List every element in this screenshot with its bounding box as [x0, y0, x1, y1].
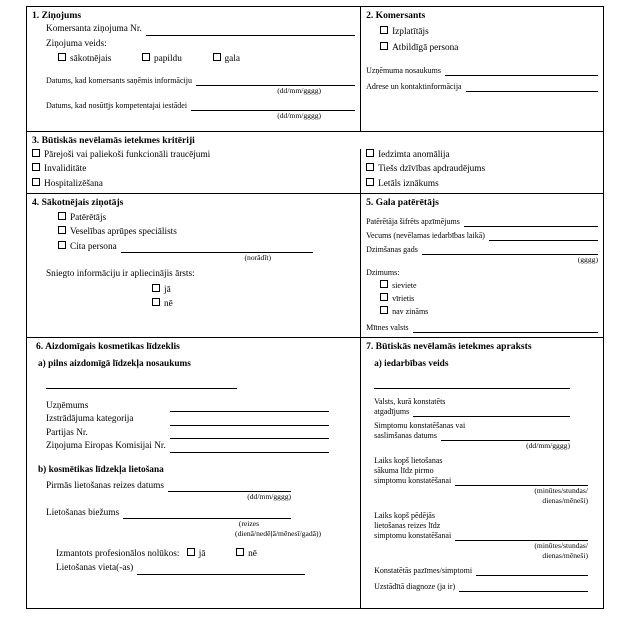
field-birth-year-hint: (gggg): [577, 254, 598, 264]
option-initial-label: sākotnējais: [70, 54, 112, 65]
field-batch-number-label: Partijas Nr.: [46, 427, 88, 438]
gender-female[interactable]: [366, 280, 598, 291]
section-6b-title: b) kosmētikas līdzekļa lietošana: [38, 465, 164, 476]
field-time-since-last-use: [366, 511, 598, 560]
field-date-sent-hint: (dd/mm/gggg): [277, 111, 322, 121]
section-3-kriteriji: [27, 131, 603, 193]
field-first-use-date-input[interactable]: [168, 482, 291, 492]
field-company-address-input[interactable]: [466, 82, 598, 92]
field-cpnp-number-input[interactable]: [170, 443, 329, 453]
section-3-body: [27, 149, 603, 193]
field-report-number: [32, 24, 355, 36]
professional-use-yes[interactable]: [187, 549, 206, 559]
criterion-congenital-anomaly[interactable]: [366, 149, 598, 162]
option-supplementary[interactable]: [142, 54, 182, 64]
field-time-since-first-use-hint2: dienas/mēneši): [542, 495, 588, 505]
checkbox-icon[interactable]: [152, 298, 160, 306]
field-country-of-occurrence: [366, 397, 598, 417]
field-professional-use: [32, 548, 355, 561]
professional-use-yes-label: jā: [198, 549, 206, 560]
field-birth-year-input[interactable]: [422, 245, 598, 255]
option-supplementary-label: papildu: [153, 54, 182, 65]
section-7-title: 7. Būtiskās nevēlamās ietekmes apraksts: [366, 341, 532, 353]
checkbox-icon[interactable]: [187, 548, 195, 556]
field-symptom-date-hint: (dd/mm/gggg): [526, 440, 570, 450]
reporter-other-input[interactable]: [121, 243, 313, 253]
criterion-label: Invaliditāte: [44, 164, 87, 175]
field-first-use-date-label: Pirmās lietošanas reizes datums: [46, 480, 164, 491]
doctor-confirm-yes[interactable]: [32, 284, 355, 297]
field-country-of-occurrence-input[interactable]: [413, 407, 570, 417]
field-use-frequency-input[interactable]: [123, 509, 291, 519]
reporter-other[interactable]: [32, 241, 355, 254]
option-initial[interactable]: [58, 54, 111, 64]
criterion-label: Letāls iznākums: [378, 178, 439, 189]
section-6a-title: a) pilns aizdomīgā līdzekļa nosaukums: [38, 359, 191, 370]
section-6-kosmetikas-lidzeklis: [27, 338, 361, 608]
option-responsible-person[interactable]: [366, 42, 598, 55]
section-2-title: 2. Komersants: [366, 10, 426, 21]
doctor-confirmation-label: Sniegto informāciju ir apliecinājis ārsts:: [46, 268, 195, 279]
section-2-komersants: [361, 7, 603, 131]
checkbox-icon[interactable]: [236, 548, 244, 556]
report-type-options: [32, 53, 355, 66]
section-row-1-2: [27, 7, 603, 131]
option-distributor-label: Izplatītājs: [392, 26, 429, 37]
field-date-received-input[interactable]: [196, 76, 355, 86]
checkbox-icon[interactable]: [366, 178, 374, 186]
reporter-other-label: Cita persona: [70, 241, 117, 252]
field-time-since-first-use: [366, 456, 598, 505]
gender-unknown[interactable]: [366, 306, 598, 317]
field-observed-symptoms: [366, 566, 598, 576]
field-observed-symptoms-input[interactable]: [476, 566, 588, 576]
field-residence-country-label: Mītnes valsts: [366, 323, 409, 333]
field-date-sent-label: Datums, kad nosūtījs kompetentajai iestādei: [46, 101, 188, 111]
field-age-label: Vecums (nevēlamas iedarbības laikā): [366, 230, 485, 240]
criterion-label: Hospitalizēšana: [44, 178, 103, 189]
field-gender-label: Dzimums:: [366, 268, 400, 278]
field-use-frequency: [32, 508, 355, 539]
section-5-gala-pateretajs: [361, 194, 603, 337]
field-residence-country-input[interactable]: [413, 323, 598, 333]
field-date-received-label: Datums, kad komersants saņēmis informāciju: [46, 75, 192, 85]
field-birth-year: [366, 245, 598, 255]
field-use-frequency-hint1: (reizes: [238, 519, 260, 529]
field-company-name-label: Uzņēmuma nosaukums: [366, 66, 441, 76]
field-observed-symptoms-label: Konstatētās pazīmes/simptomi: [374, 566, 473, 576]
field-diagnosis-input[interactable]: [459, 582, 588, 592]
doctor-confirm-yes-label: jā: [164, 284, 171, 295]
field-time-since-last-use-hint1: (minūtes/stundas/: [534, 541, 588, 551]
field-birth-year-label: Dzimšanas gads: [366, 244, 418, 254]
field-date-sent: [32, 101, 355, 111]
checkbox-icon[interactable]: [366, 149, 374, 157]
field-symptom-date: [366, 421, 598, 450]
field-time-since-last-use-label1: Laiks kopš pēdējās: [374, 511, 435, 521]
field-product-category-input[interactable]: [170, 416, 329, 426]
criterion-label: Pārejoši vai paliekoši funkcionāli traucējumi: [44, 149, 211, 160]
section-1-zinojums: [27, 7, 361, 131]
field-product-name-input[interactable]: [46, 377, 237, 389]
option-final-label: gala: [224, 54, 240, 65]
section-7a-title: a) iedarbības veids: [374, 359, 449, 370]
checkbox-icon[interactable]: [380, 26, 388, 34]
field-country-of-occurrence-label2: atgadījums: [374, 406, 410, 416]
reporter-health-professional-label: Veselības aprūpes speciālists: [70, 227, 177, 238]
field-exposure-type-input[interactable]: [374, 377, 570, 389]
section-7-apraksts: [361, 338, 603, 608]
section-3-title: 3. Būtiskās nevēlamās ietekmes kritēriji: [32, 134, 195, 146]
field-symptom-date-label2: saslimšanas datums: [374, 430, 437, 440]
reporter-other-hint: (norādīt): [244, 253, 272, 263]
professional-use-no[interactable]: [236, 549, 257, 559]
checkbox-icon[interactable]: [32, 149, 40, 157]
field-date-sent-input[interactable]: [191, 101, 355, 111]
field-use-location: [32, 563, 355, 575]
checkbox-icon[interactable]: [366, 163, 374, 171]
section-row-6-7: [27, 337, 603, 608]
field-time-since-first-use-label2: sākuma līdz pirmo: [374, 466, 434, 476]
field-residence-country: [366, 323, 598, 333]
field-time-since-first-use-label1: Laiks kopš lietošanas: [374, 456, 443, 466]
field-date-received: [32, 76, 355, 86]
section-5-title: 5. Gala patērētājs: [366, 196, 439, 208]
doctor-confirm-no[interactable]: [32, 298, 355, 311]
reporter-consumer[interactable]: [32, 212, 355, 225]
field-age: [366, 231, 598, 241]
checkbox-icon[interactable]: [380, 306, 388, 314]
field-product-category: [46, 414, 355, 426]
doctor-confirm-no-label: nē: [164, 299, 173, 310]
section-6-title: 6. Aizdomīgais kosmetikas līdzeklis: [36, 341, 180, 353]
field-use-location-input[interactable]: [137, 565, 305, 575]
field-first-use-date: [32, 481, 355, 502]
field-manufacturer: [46, 401, 355, 413]
field-professional-use-label: Izmantots profesionālos nolūkos:: [56, 549, 180, 560]
field-time-since-last-use-label3: simptomu konstatēšanai: [374, 531, 452, 541]
field-time-since-first-use-label3: simptomu konstatēšanai: [374, 476, 452, 486]
checkbox-icon[interactable]: [58, 53, 66, 61]
option-responsible-person-label: Atbildīgā persona: [392, 42, 459, 53]
field-manufacturer-input[interactable]: [170, 402, 329, 412]
field-company-name-input[interactable]: [445, 66, 598, 76]
field-manufacturer-label: Uzņēmums: [46, 400, 89, 411]
section-3-left-list: [27, 149, 361, 193]
checkbox-icon[interactable]: [380, 280, 388, 288]
checkbox-icon[interactable]: [32, 178, 40, 186]
checkbox-icon[interactable]: [32, 163, 40, 171]
field-symptom-date-input[interactable]: [441, 431, 570, 441]
field-report-number-label: Komersanta ziņojuma Nr.: [46, 23, 142, 34]
field-time-since-last-use-hint2: dienas/mēneši): [542, 550, 588, 560]
field-diagnosis-label: Uzstādītā diagnoze (ja ir): [374, 582, 456, 592]
field-time-since-first-use-hint1: (minūtes/stundas/: [534, 486, 588, 496]
field-consumer-code-input[interactable]: [464, 217, 598, 227]
field-consumer-code-label: Patērētāja šifrēts apzīmējums: [366, 216, 460, 226]
field-consumer-code: [366, 217, 598, 227]
field-use-location-label: Lietošanas vieta(-as): [56, 562, 134, 573]
criterion-life-threatening[interactable]: [366, 163, 598, 176]
checkbox-icon[interactable]: [152, 284, 160, 292]
checkbox-icon[interactable]: [213, 53, 221, 61]
field-country-of-occurrence-label1: Valsts, kurā konstatēts: [374, 396, 446, 406]
section-1-title: 1. Ziņojums: [32, 10, 82, 21]
field-use-frequency-hint2: (dienā/nedēļā/mēnesī/gadā)): [235, 528, 322, 538]
criterion-label: Iedzimta anomālija: [378, 149, 450, 160]
option-final[interactable]: [213, 54, 240, 64]
section-3-right-list: [361, 149, 603, 193]
criterion-functional-impairment[interactable]: [32, 149, 355, 162]
checkbox-icon[interactable]: [58, 212, 66, 220]
gender-unknown-label: nav zināms: [392, 307, 429, 317]
field-first-use-date-hint: (dd/mm/gggg): [247, 492, 292, 502]
field-age-input[interactable]: [489, 231, 598, 241]
gender-female-label: sieviete: [392, 281, 417, 291]
field-date-received-hint: (dd/mm/gggg): [277, 85, 322, 95]
field-company-address-label: Adrese un kontaktinformācija: [366, 82, 462, 92]
field-time-since-last-use-label2: lietošanas reizes līdz: [374, 521, 441, 531]
checkbox-icon[interactable]: [380, 293, 388, 301]
field-batch-number-input[interactable]: [170, 429, 329, 439]
checkbox-icon[interactable]: [142, 53, 150, 61]
criterion-disability[interactable]: [32, 163, 355, 176]
checkbox-icon[interactable]: [58, 226, 66, 234]
field-batch-number: [46, 428, 355, 440]
field-symptom-date-label1: Simptomu konstatēšanas vai: [374, 420, 466, 430]
checkbox-icon[interactable]: [58, 241, 66, 249]
professional-use-no-label: nē: [248, 549, 257, 560]
section-6-company-fields: [32, 401, 355, 453]
option-distributor[interactable]: [366, 26, 598, 39]
field-report-number-input[interactable]: [146, 26, 355, 36]
field-time-since-first-use-input[interactable]: [455, 476, 588, 486]
gender-male[interactable]: [366, 293, 598, 304]
field-cpnp-number: [46, 441, 355, 453]
field-product-category-label: Izstrādājuma kategorija: [46, 414, 134, 425]
field-company-address: [366, 82, 598, 92]
gender-male-label: vīrietis: [392, 294, 415, 304]
section-4-title: 4. Sākotnējais ziņotājs: [32, 196, 124, 208]
reporter-health-professional[interactable]: [32, 226, 355, 239]
section-4-zinotajs: [27, 194, 361, 337]
field-report-type-label: Ziņojuma veids:: [46, 38, 107, 49]
field-cpnp-number-label: Ziņojuma Eiropas Komisijai Nr.: [46, 441, 166, 452]
field-company-name: [366, 66, 598, 76]
reporter-consumer-label: Patērētājs: [70, 212, 107, 223]
field-use-frequency-label: Lietošanas biežums: [46, 507, 120, 518]
adverse-effect-report-form: [26, 6, 604, 609]
checkbox-icon[interactable]: [380, 42, 388, 50]
section-row-4-5: [27, 193, 603, 337]
criterion-label: Tiešs dzīvības apdraudējums: [378, 164, 486, 175]
field-time-since-last-use-input[interactable]: [455, 531, 588, 541]
criterion-hospitalization[interactable]: [32, 178, 355, 191]
field-diagnosis: [366, 582, 598, 592]
criterion-fatal-outcome[interactable]: [366, 178, 598, 191]
